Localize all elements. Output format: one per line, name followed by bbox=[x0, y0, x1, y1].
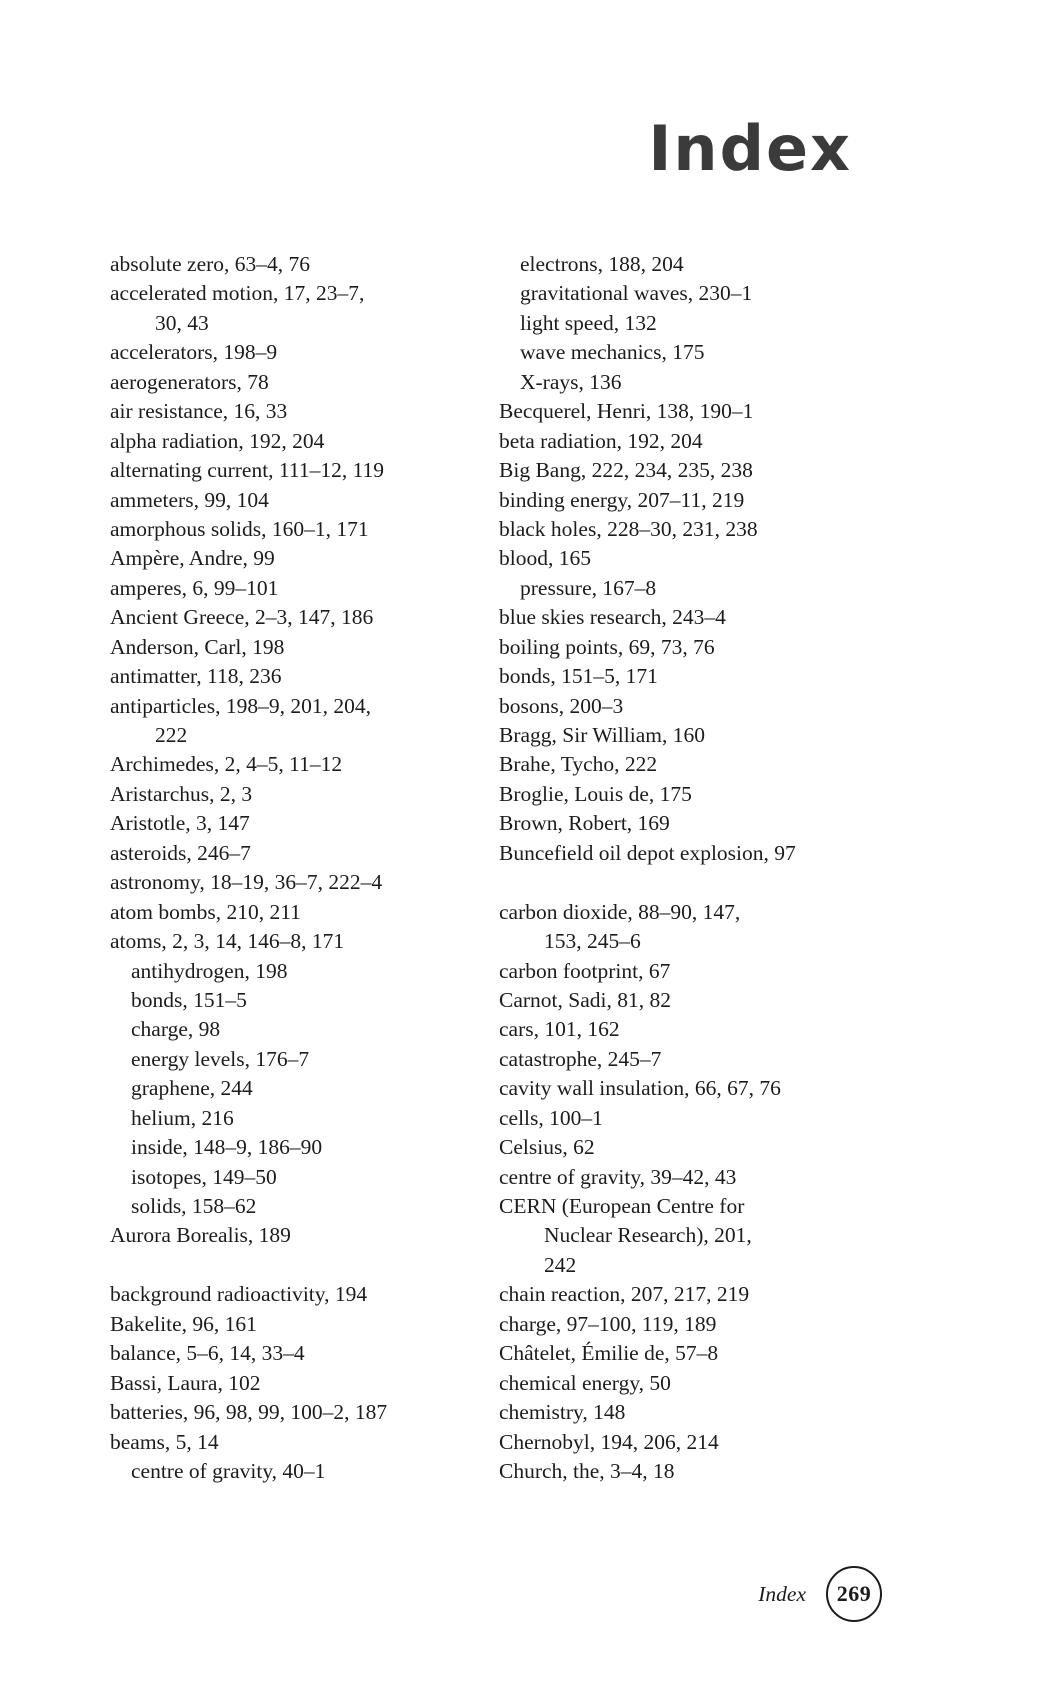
index-entry-line: black holes, 228–30, 231, 238 bbox=[499, 516, 758, 541]
index-entry-line: charge, 98 bbox=[131, 1017, 221, 1042]
index-entry-line: pressure, 167–8 bbox=[520, 575, 657, 600]
index-entry-line: Anderson, Carl, 198 bbox=[110, 634, 285, 659]
page-number: 269 bbox=[836, 1581, 872, 1606]
index-entry-line: batteries, 96, 98, 99, 100–2, 187 bbox=[110, 1400, 388, 1425]
index-entry-line: Bassi, Laura, 102 bbox=[110, 1370, 261, 1395]
index-entry-line: astronomy, 18–19, 36–7, 222–4 bbox=[110, 870, 383, 895]
index-entry-line: atoms, 2, 3, 14, 146–8, 171 bbox=[110, 929, 345, 954]
index-entry-line: 30, 43 bbox=[155, 310, 209, 335]
index-entry-line: 222 bbox=[155, 723, 188, 747]
page-title: Index bbox=[648, 112, 852, 185]
index-entry-line: Aurora Borealis, 189 bbox=[110, 1223, 291, 1248]
index-entry-line: accelerated motion, 17, 23–7, bbox=[110, 281, 365, 306]
index-entry-line: balance, 5–6, 14, 33–4 bbox=[110, 1341, 305, 1366]
index-entry-line: background radioactivity, 194 bbox=[110, 1282, 368, 1307]
index-entry-line: accelerators, 198–9 bbox=[110, 340, 278, 365]
index-entry-line: beta radiation, 192, 204 bbox=[499, 428, 703, 453]
index-entry-line: charge, 97–100, 119, 189 bbox=[499, 1311, 717, 1336]
index-entry-line: alternating current, 111–12, 119 bbox=[110, 458, 385, 483]
index-entry-line: inside, 148–9, 186–90 bbox=[131, 1135, 323, 1160]
blank-line bbox=[499, 868, 899, 897]
index-entry-line: Church, the, 3–4, 18 bbox=[499, 1458, 675, 1483]
index-entry-line: Brahe, Tycho, 222 bbox=[499, 752, 658, 777]
index-entry-line: air resistance, 16, 33 bbox=[110, 399, 288, 424]
index-entry-line: helium, 216 bbox=[131, 1105, 234, 1130]
index-entry-line: centre of gravity, 39–42, 43 bbox=[499, 1164, 737, 1189]
index-entry-line: X-rays, 136 bbox=[520, 369, 622, 394]
index-entry-line: boiling points, 69, 73, 76 bbox=[499, 634, 715, 659]
index-entry-line: alpha radiation, 192, 204 bbox=[110, 428, 325, 453]
index-entry-line: aerogenerators, 78 bbox=[110, 369, 269, 394]
index-entry-line: absolute zero, 63–4, 76 bbox=[110, 252, 311, 276]
index-entry-line: antihydrogen, 198 bbox=[131, 958, 288, 983]
index-entry-line: blue skies research, 243–4 bbox=[499, 605, 726, 630]
index-entry-line: Châtelet, Émilie de, 57–8 bbox=[499, 1341, 719, 1366]
index-entry-line: asteroids, 246–7 bbox=[110, 840, 251, 865]
index-entry-line: antiparticles, 198–9, 201, 204, bbox=[110, 693, 371, 718]
index-entry-line: cavity wall insulation, 66, 67, 76 bbox=[499, 1076, 781, 1101]
index-entry-line: Broglie, Louis de, 175 bbox=[499, 781, 692, 806]
index-entry-line: Chernobyl, 194, 206, 214 bbox=[499, 1429, 719, 1454]
index-column-right bbox=[499, 250, 899, 1486]
index-entry-line: chemistry, 148 bbox=[499, 1400, 626, 1425]
index-entry-line: bosons, 200–3 bbox=[499, 693, 624, 718]
index-entry-line: Big Bang, 222, 234, 235, 238 bbox=[499, 458, 753, 483]
index-entry-line: bonds, 151–5 bbox=[131, 987, 247, 1012]
index-entry-line: Ancient Greece, 2–3, 147, 186 bbox=[110, 605, 374, 630]
index-entry-line: 153, 245–6 bbox=[544, 929, 641, 954]
index-entry-line: Becquerel, Henri, 138, 190–1 bbox=[499, 399, 754, 424]
index-entry-line: solids, 158–62 bbox=[131, 1194, 257, 1218]
footer-section-label: Index bbox=[758, 1581, 806, 1606]
index-entry-line: binding energy, 207–11, 219 bbox=[499, 487, 745, 512]
index-entry-line: carbon footprint, 67 bbox=[499, 958, 671, 983]
index-entry-line: Ampère, Andre, 99 bbox=[110, 546, 275, 571]
page-footer bbox=[758, 1566, 882, 1622]
index-entry-line: ammeters, 99, 104 bbox=[110, 487, 269, 512]
index-entry-line: bonds, 151–5, 171 bbox=[499, 664, 658, 689]
index-entry-line: antimatter, 118, 236 bbox=[110, 664, 282, 689]
index-column-left bbox=[110, 250, 510, 1486]
index-entry-line: blood, 165 bbox=[499, 546, 591, 571]
index-entry-line: Carnot, Sadi, 81, 82 bbox=[499, 987, 671, 1012]
page-number-badge bbox=[826, 1566, 882, 1622]
index-entry-line: amorphous solids, 160–1, 171 bbox=[110, 516, 369, 541]
index-entry-line: wave mechanics, 175 bbox=[520, 340, 705, 365]
blank-line bbox=[110, 1251, 510, 1280]
index-entry-line: Bakelite, 96, 161 bbox=[110, 1311, 257, 1336]
index-entry-line: beams, 5, 14 bbox=[110, 1429, 219, 1454]
index-entry-line: CERN (European Centre for bbox=[499, 1194, 745, 1218]
index-entry-line: atom bombs, 210, 211 bbox=[110, 899, 301, 924]
index-entry-line: cells, 100–1 bbox=[499, 1105, 603, 1130]
index-entry-line: isotopes, 149–50 bbox=[131, 1164, 277, 1189]
index-entry-line: centre of gravity, 40–1 bbox=[131, 1458, 326, 1483]
index-entry-line: Aristotle, 3, 147 bbox=[110, 811, 250, 836]
index-entry-line: Celsius, 62 bbox=[499, 1135, 595, 1160]
index-entry-line: gravitational waves, 230–1 bbox=[520, 281, 753, 306]
index-entry-line: light speed, 132 bbox=[520, 310, 657, 335]
index-entry-line: Buncefield oil depot explosion, 97 bbox=[499, 840, 796, 865]
index-entry-line: energy levels, 176–7 bbox=[131, 1046, 310, 1071]
index-entry-line: carbon dioxide, 88–90, 147, bbox=[499, 899, 741, 924]
index-entry-line: 242 bbox=[544, 1252, 577, 1277]
index-entry-line: Archimedes, 2, 4–5, 11–12 bbox=[110, 752, 343, 777]
index-entry-line: catastrophe, 245–7 bbox=[499, 1046, 662, 1071]
index-entry-line: chain reaction, 207, 217, 219 bbox=[499, 1282, 750, 1307]
index-entry-line: Nuclear Research), 201, bbox=[544, 1223, 752, 1248]
index-entry-line: Aristarchus, 2, 3 bbox=[110, 781, 253, 806]
index-entry-line: cars, 101, 162 bbox=[499, 1017, 620, 1042]
index-entry-line: graphene, 244 bbox=[131, 1076, 253, 1101]
index-entry-line: Bragg, Sir William, 160 bbox=[499, 723, 705, 747]
index-entry-line: amperes, 6, 99–101 bbox=[110, 575, 279, 600]
index-entry-line: chemical energy, 50 bbox=[499, 1370, 671, 1395]
index-entry-line: Brown, Robert, 169 bbox=[499, 811, 670, 836]
index-entry-line: electrons, 188, 204 bbox=[520, 252, 684, 276]
